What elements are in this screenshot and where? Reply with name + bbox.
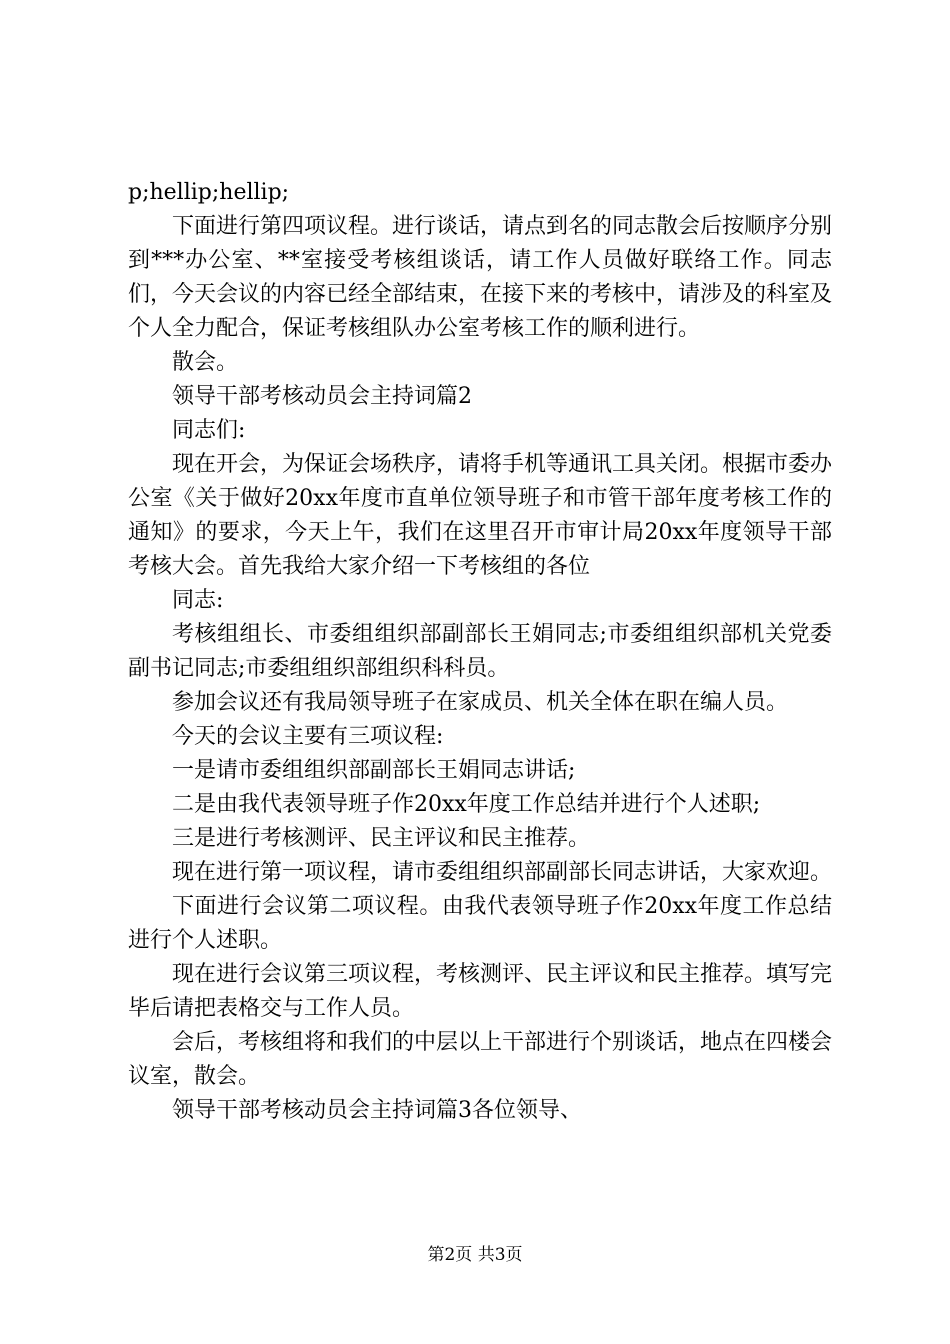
paragraph-16: 现在进行会议第三项议程，考核测评、民主评议和民主推荐。填写完毕后请把表格交与工作人员。 (128, 962, 833, 1021)
paragraph-3: 散会。 (172, 350, 239, 375)
paragraph-7: 同志: (172, 588, 224, 613)
paragraph-14: 现在进行第一项议程，请市委组组织部副部长同志讲话，大家欢迎。 (172, 860, 833, 885)
page-footer (0, 1244, 950, 1266)
paragraph-11: 一是请市委组组织部副部长王娟同志讲话; (172, 758, 576, 783)
document-body (128, 176, 832, 1128)
paragraph-15: 下面进行会议第二项议程。由我代表领导班子作20xx年度工作总结进行个人述职。 (128, 894, 832, 953)
paragraph-12: 二是由我代表领导班子作20xx年度工作总结并进行个人述职; (172, 792, 761, 817)
section-heading-2: 领导干部考核动员会主持词篇2 (172, 384, 472, 409)
paragraph-5: 同志们: (172, 418, 246, 443)
paragraph-6: 现在开会，为保证会场秩序，请将手机等通讯工具关闭。根据市委办公室《关于做好20xx年度市直单位领导班子和市管干部年度考核工作的通知》的要求，今天上午，我们在这里召开市审计局20xx年度领导干部考核大会。首先我给大家介绍一下考核组的各位 (128, 452, 833, 579)
paragraph-1: p;hellip;hellip; (128, 180, 290, 205)
paragraph-2: 下面进行第四项议程。进行谈话，请点到名的同志散会后按顺序分别到***办公室、**室接受考核组谈话，请工作人员做好联络工作。同志们，今天会议的内容已经全部结束，在接下来的考核中，请涉及的科室及个人全力配合，保证考核组队办公室考核工作的顺利进行。 (128, 214, 833, 341)
paragraph-17: 会后，考核组将和我们的中层以上干部进行个别谈话，地点在四楼会议室，散会。 (128, 1030, 833, 1089)
paragraph-8: 考核组组长、市委组组织部副部长王娟同志;市委组组织部机关党委副书记同志;市委组组织部组织科科员。 (128, 622, 832, 681)
section-heading-3: 领导干部考核动员会主持词篇3各位领导、 (172, 1098, 582, 1123)
paragraph-13: 三是进行考核测评、民主评议和民主推荐。 (172, 826, 591, 851)
paragraph-9: 参加会议还有我局领导班子在家成员、机关全体在职在编人员。 (172, 690, 789, 715)
paragraph-10: 今天的会议主要有三项议程: (172, 724, 444, 749)
page-number-label: 第2页 共3页 (427, 1245, 523, 1265)
